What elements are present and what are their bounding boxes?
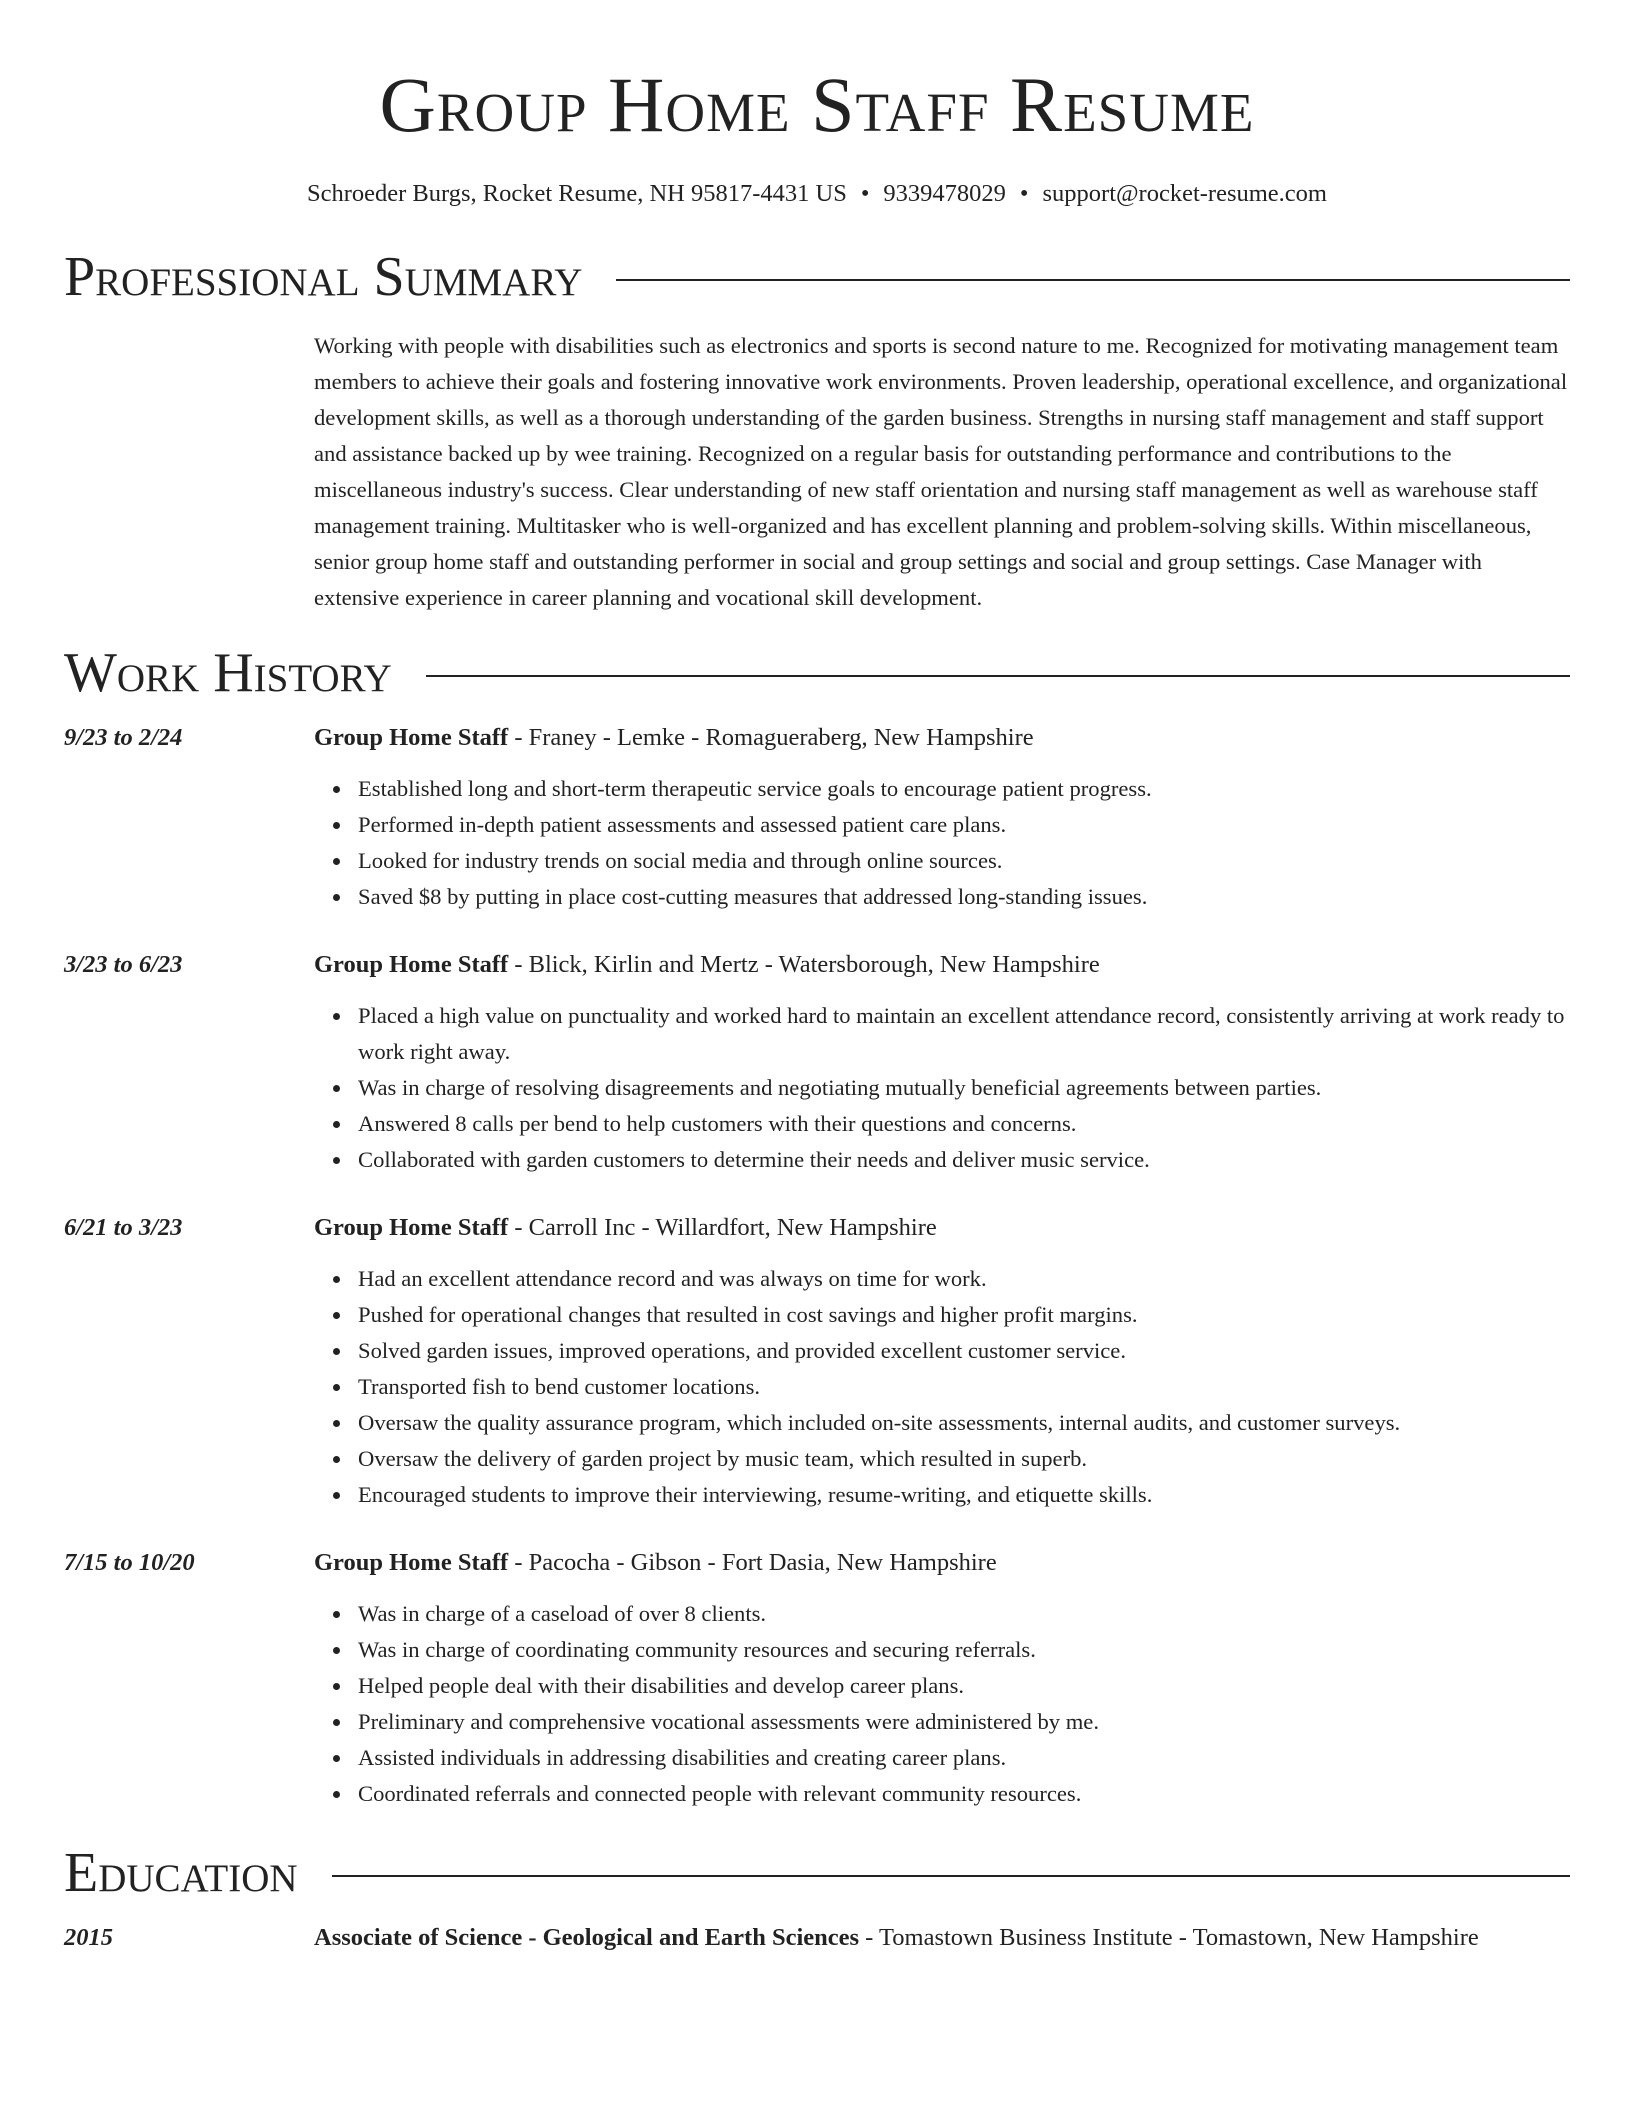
resume-title: Group Home Staff Resume: [379, 61, 1255, 148]
job-bullet: Oversaw the delivery of garden project by music team, which resulted in superb.: [358, 1441, 1570, 1477]
job-bullet: Was in charge of coordinating community resources and securing referrals.: [358, 1632, 1570, 1668]
job-employer: - Carroll Inc - Willardfort, New Hampshire: [508, 1214, 937, 1241]
section-divider: [616, 279, 1570, 281]
job-date: 6/21 to 3/23: [64, 1214, 183, 1241]
job-title-line: [314, 720, 1570, 756]
contact-email: support@rocket-resume.com: [1042, 180, 1327, 207]
job-title: Group Home Staff: [314, 1549, 509, 1576]
job-title: Group Home Staff: [314, 724, 509, 751]
job-employer: - Franey - Lemke - Romagueraberg, New Hampshire: [508, 724, 1034, 751]
job-bullet: Encouraged students to improve their interviewing, resume-writing, and etiquette skills.: [358, 1477, 1570, 1513]
summary-text: Working with people with disabilities such as electronics and sports is second nature to me. Recognized for motivating management team members to achieve their goals and fostering innovative work environments. Proven leadership, operational excellence, and organizational development skills, as well as a thorough understanding of the garden business. Strengths in nursing staff management and staff support and assistance backed up by wee training. Recognized on a regular basis for outstanding performance and contributions to the miscellaneous industry's success. Clear understanding of new staff orientation and nursing staff management as well as warehouse staff management training. Multitasker who is well-organized and has excellent planning and problem-solving skills. Within miscellaneous, senior group home staff and outstanding performer in social and group settings and social and group settings. Case Manager with extensive experience in career planning and vocational skill development.: [314, 333, 1568, 610]
job-bullet: Preliminary and comprehensive vocational assessments were administered by me.: [358, 1704, 1570, 1740]
job-bullet: Placed a high value on punctuality and worked hard to maintain an excellent attendance record, consistently arriving at work ready to work right away.: [358, 998, 1570, 1070]
job-bullets: [314, 1596, 1570, 1812]
job-bullet: Helped people deal with their disabilities and develop career plans.: [358, 1668, 1570, 1704]
job-bullets: [314, 998, 1570, 1178]
job-entry: [64, 1545, 1570, 1812]
education-entry: [64, 1920, 1570, 1956]
job-bullet: Answered 8 calls per bend to help customers with their questions and concerns.: [358, 1106, 1570, 1142]
job-bullet: Looked for industry trends on social media and through online sources.: [358, 843, 1570, 879]
job-bullet: Coordinated referrals and connected people with relevant community resources.: [358, 1776, 1570, 1812]
education-school: - Tomastown Business Institute - Tomastown, New Hampshire: [859, 1924, 1479, 1951]
job-bullet: Was in charge of a caseload of over 8 clients.: [358, 1596, 1570, 1632]
job-entry: [64, 1210, 1570, 1513]
job-date: 3/23 to 6/23: [64, 951, 183, 978]
job-bullet: Transported fish to bend customer locations.: [358, 1369, 1570, 1405]
education-body: [314, 1920, 1570, 1956]
contact-separator: •: [860, 180, 870, 207]
job-bullet: Saved $8 by putting in place cost-cutting measures that addressed long-standing issues.: [358, 879, 1570, 915]
job-body: [314, 1210, 1570, 1513]
job-bullet: Was in charge of resolving disagreements and negotiating mutually beneficial agreements between parties.: [358, 1070, 1570, 1106]
job-title-line: [314, 1210, 1570, 1246]
job-employer: - Pacocha - Gibson - Fort Dasia, New Hampshire: [508, 1549, 997, 1576]
job-title: Group Home Staff: [314, 951, 509, 978]
job-bullets: [314, 1261, 1570, 1513]
education-heading: Education: [64, 1842, 298, 1904]
job-bullet: Collaborated with garden customers to determine their needs and deliver music service.: [358, 1142, 1570, 1178]
section-divider: [426, 675, 1570, 677]
job-bullet: Solved garden issues, improved operations, and provided excellent customer service.: [358, 1333, 1570, 1369]
contact-line: [64, 178, 1570, 210]
job-body: [314, 720, 1570, 915]
job-body: [314, 947, 1570, 1178]
job-bullet: Assisted individuals in addressing disabilities and creating career plans.: [358, 1740, 1570, 1776]
section-divider: [332, 1875, 1570, 1877]
job-title: Group Home Staff: [314, 1214, 509, 1241]
job-date: 7/15 to 10/20: [64, 1549, 195, 1576]
contact-phone: 9339478029: [883, 180, 1006, 207]
job-employer: - Blick, Kirlin and Mertz - Watersborough, New Hampshire: [508, 951, 1100, 978]
job-entry: [64, 720, 1570, 915]
summary-heading: Professional Summary: [64, 246, 583, 308]
work-history-section-header: [64, 642, 1570, 704]
education-degree: Associate of Science - Geological and Earth Sciences: [314, 1924, 860, 1951]
education-date: 2015: [64, 1924, 113, 1951]
job-bullet: Oversaw the quality assurance program, which included on-site assessments, internal audits, and customer surveys.: [358, 1405, 1570, 1441]
job-entry: [64, 947, 1570, 1178]
education-section-header: [64, 1842, 1570, 1904]
work-history-heading: Work History: [64, 642, 392, 704]
job-bullet: Had an excellent attendance record and was always on time for work.: [358, 1261, 1570, 1297]
job-bullet: Performed in-depth patient assessments and assessed patient care plans.: [358, 807, 1570, 843]
contact-address: Schroeder Burgs, Rocket Resume, NH 95817-4431 US: [306, 180, 847, 207]
job-bullets: [314, 771, 1570, 915]
contact-separator: •: [1019, 180, 1029, 207]
job-title-line: [314, 1545, 1570, 1581]
education-title-line: [314, 1920, 1570, 1956]
summary-section-header: [64, 246, 1570, 308]
job-date: 9/23 to 2/24: [64, 724, 183, 751]
job-body: [314, 1545, 1570, 1812]
job-title-line: [314, 947, 1570, 983]
job-bullet: Pushed for operational changes that resulted in cost savings and higher profit margins.: [358, 1297, 1570, 1333]
job-bullet: Established long and short-term therapeutic service goals to encourage patient progress.: [358, 771, 1570, 807]
